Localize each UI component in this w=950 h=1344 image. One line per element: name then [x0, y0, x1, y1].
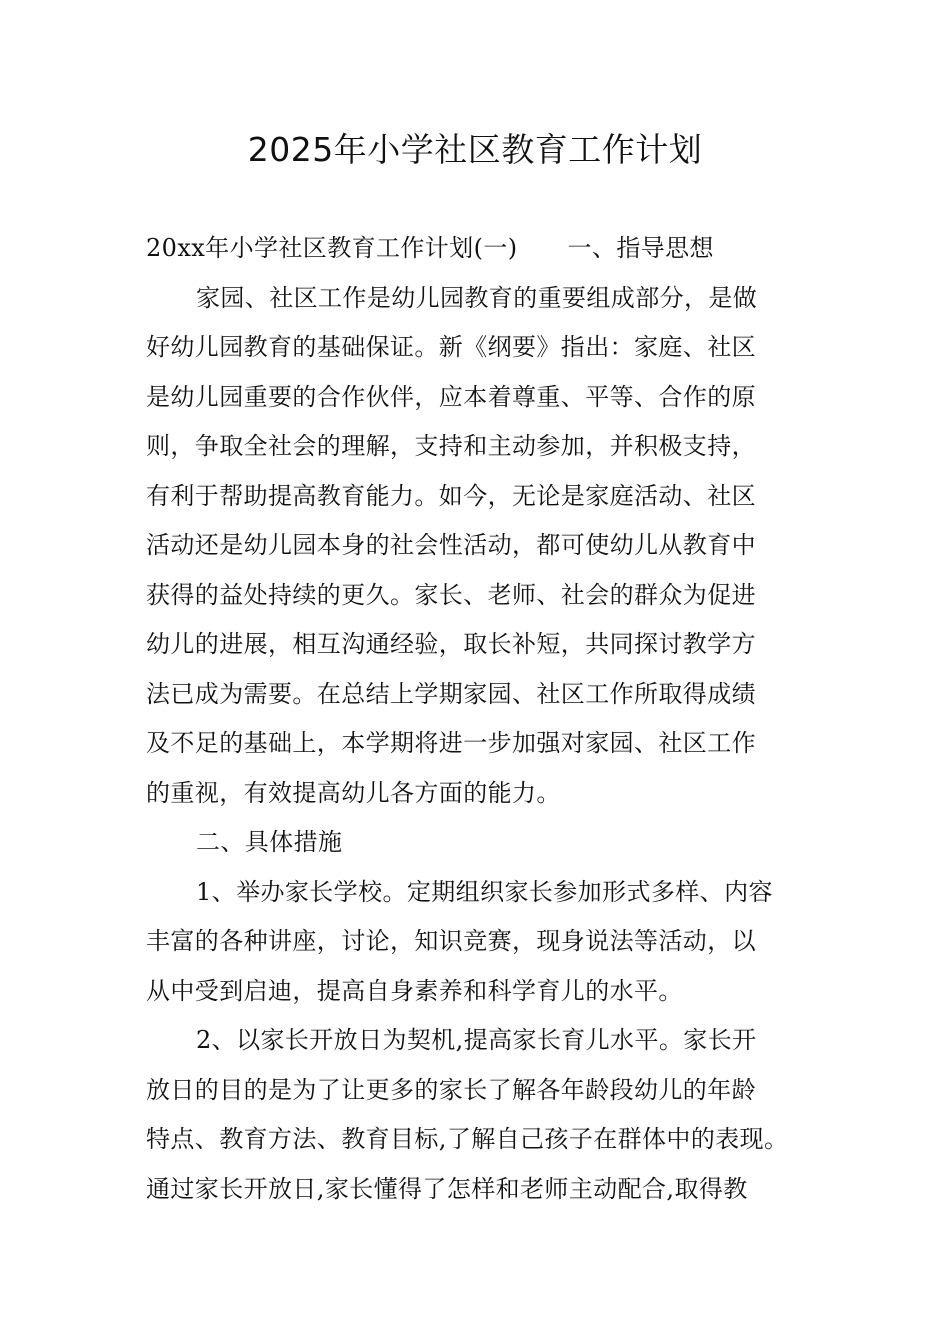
paragraph-line: 活动还是幼儿园本身的社会性活动，都可使幼儿从教育中 [146, 531, 756, 559]
paragraph-line: 有利于帮助提高教育能力。如今，无论是家庭活动、社区 [146, 481, 756, 510]
paragraph-line: 及不足的基础上，本学期将进一步加强对家园、社区工作 [146, 729, 756, 757]
paragraph-line: 则，争取全社会的理解，支持和主动参加，并积极支持， [146, 432, 756, 460]
document-title: 2025年小学社区教育工作计划 [247, 130, 703, 169]
section-heading-measures: 二、具体措施 [196, 828, 343, 856]
paragraph-line: 从中受到启迪，提高自身素养和科学育儿的水平。 [146, 976, 683, 1005]
paragraph-line: 幼儿的进展，相互沟通经验，取长补短，共同探讨教学方 [146, 630, 756, 658]
section-heading-guiding-thought: 一、指导思想 [567, 234, 714, 262]
document-body [146, 224, 810, 1214]
paragraph-line: 丰富的各种讲座，讨论，知识竞赛，现身说法等活动，以 [146, 927, 756, 955]
paragraph-line: 家园、社区工作是幼儿园教育的重要组成部分，是做 [196, 283, 758, 312]
paragraph-line: 1、举办家长学校。定期组织家长参加形式多样、内容 [196, 877, 773, 906]
section-subtitle: 20xx年小学社区教育工作计划(一) [146, 234, 518, 262]
paragraph-line: 好幼儿园教育的基础保证。新《纲要》指出：家庭、社区 [146, 333, 756, 361]
paragraph-line: 法已成为需要。在总结上学期家园、社区工作所取得成绩 [146, 679, 756, 708]
paragraph-line: 获得的益处持续的更久。家长、老师、社会的群众为促进 [146, 580, 756, 609]
paragraph-line: 放日的目的是为了让更多的家长了解各年龄段幼儿的年龄 [146, 1075, 756, 1104]
paragraph-line: 2、以家长开放日为契机,提高家长育儿水平。家长开 [196, 1026, 757, 1054]
paragraph-line: 的重视，有效提高幼儿各方面的能力。 [146, 778, 561, 807]
paragraph-line: 是幼儿园重要的合作伙伴，应本着尊重、平等、合作的原 [146, 382, 756, 411]
subtitle-line [146, 224, 810, 274]
paragraph-line: 特点、教育方法、教育目标,了解自己孩子在群体中的表现。 [146, 1125, 789, 1153]
paragraph-line: 通过家长开放日,家长懂得了怎样和老师主动配合,取得教 [146, 1174, 748, 1203]
